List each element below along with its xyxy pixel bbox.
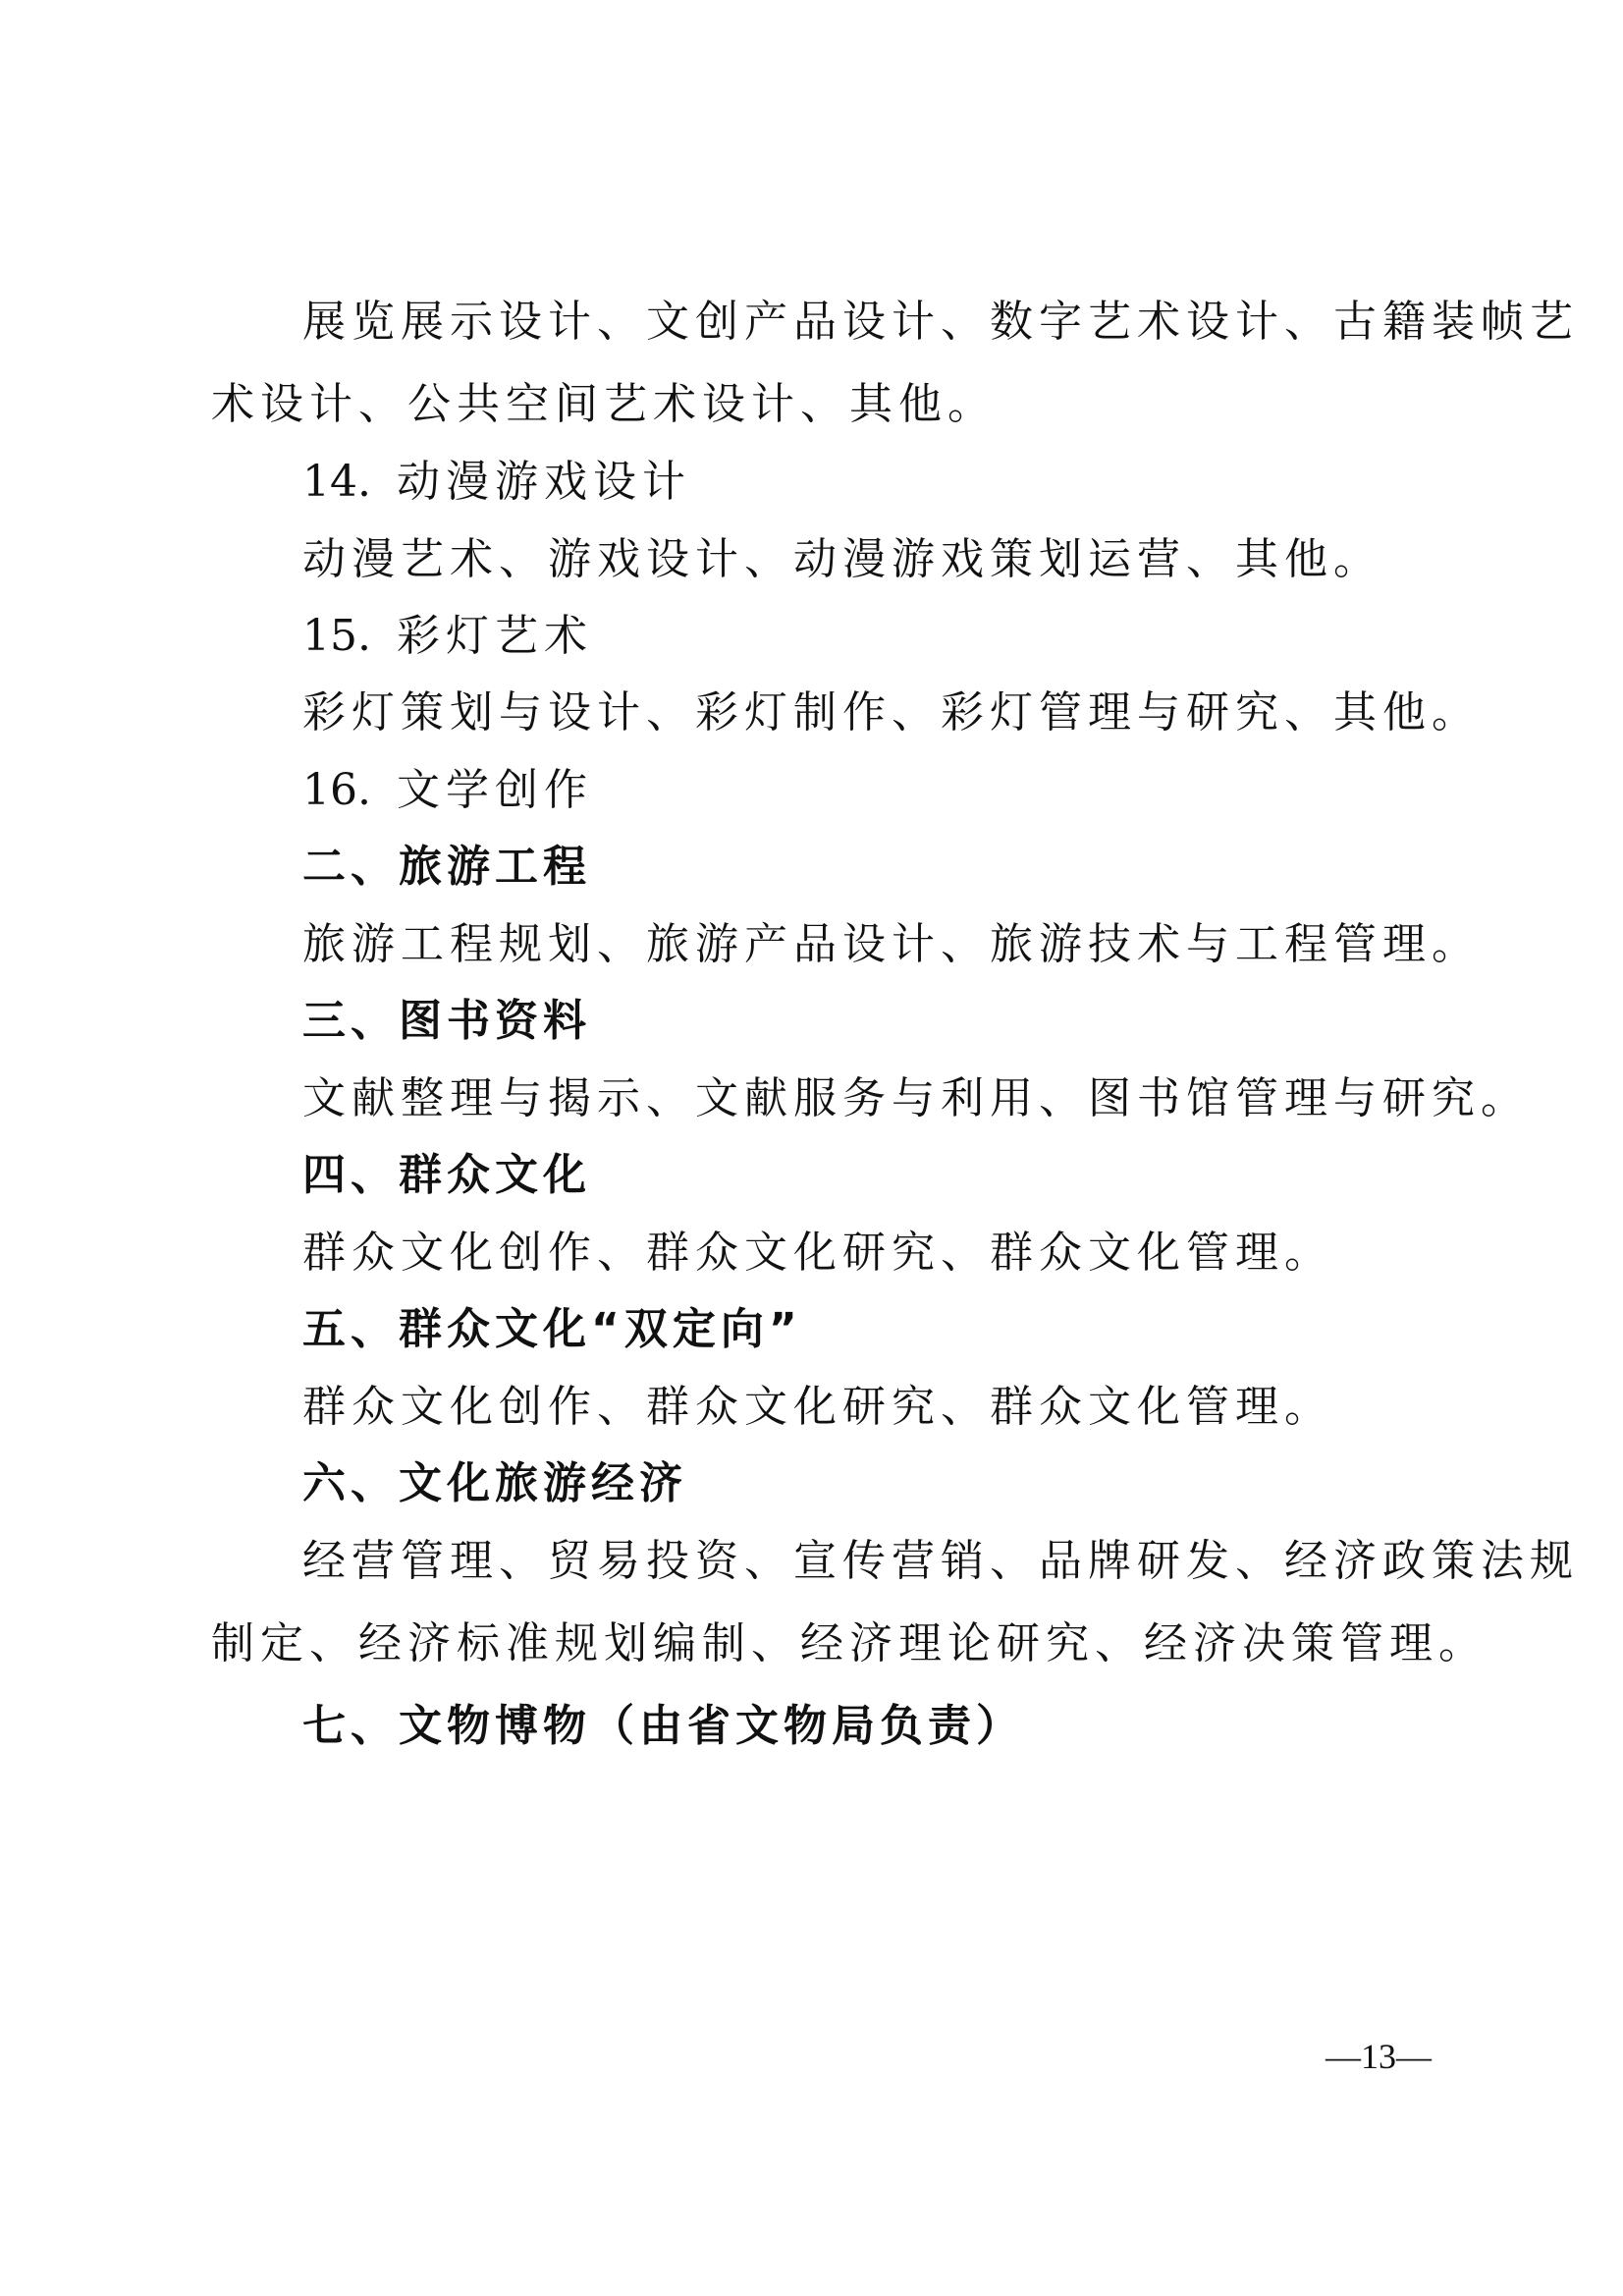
section-description: 旅游工程规划、旅游产品设计、旅游技术与工程管理。 <box>302 919 1481 969</box>
paragraph-line: 术设计、公共空间艺术设计、其他。 <box>211 379 997 429</box>
subsection-title: 彩灯艺术 <box>397 611 593 661</box>
subsection-title: 文学创作 <box>397 765 593 815</box>
section-description: 经营管理、贸易投资、宣传营销、品牌研发、经济政策法规 <box>302 1536 1579 1586</box>
subsection-heading-14 <box>302 455 691 510</box>
subsection-description: 动漫艺术、游戏设计、动漫游戏策划运营、其他。 <box>302 534 1382 584</box>
section-description: 文献整理与揭示、文献服务与利用、图书馆管理与研究。 <box>302 1073 1530 1123</box>
section-description: 群众文化创作、群众文化研究、群众文化管理。 <box>302 1382 1333 1432</box>
subsection-number: 14. <box>302 457 371 507</box>
section-heading-3: 三、图书资料 <box>302 996 591 1046</box>
subsection-description: 彩灯策划与设计、彩灯制作、彩灯管理与研究、其他。 <box>302 687 1481 738</box>
section-heading-5: 五、群众文化“双定向” <box>302 1304 802 1354</box>
subsection-number: 16. <box>302 765 371 815</box>
subsection-heading-15 <box>302 609 593 664</box>
section-heading-2: 二、旅游工程 <box>302 842 591 892</box>
subsection-heading-16 <box>302 763 593 818</box>
paragraph-line: 展览展示设计、文创产品设计、数字艺术设计、古籍装帧艺 <box>302 297 1579 347</box>
subsection-title: 动漫游戏设计 <box>397 457 691 507</box>
section-heading-7: 七、文物博物（由省文物局负责） <box>302 1701 1024 1751</box>
section-heading-6: 六、文化旅游经济 <box>302 1458 687 1508</box>
subsection-number: 15. <box>302 611 371 661</box>
page-number: —13— <box>1325 2037 1432 2076</box>
section-description: 群众文化创作、群众文化研究、群众文化管理。 <box>302 1228 1333 1278</box>
section-description: 制定、经济标准规划编制、经济理论研究、经济决策管理。 <box>211 1618 1488 1668</box>
section-heading-4: 四、群众文化 <box>302 1150 591 1200</box>
